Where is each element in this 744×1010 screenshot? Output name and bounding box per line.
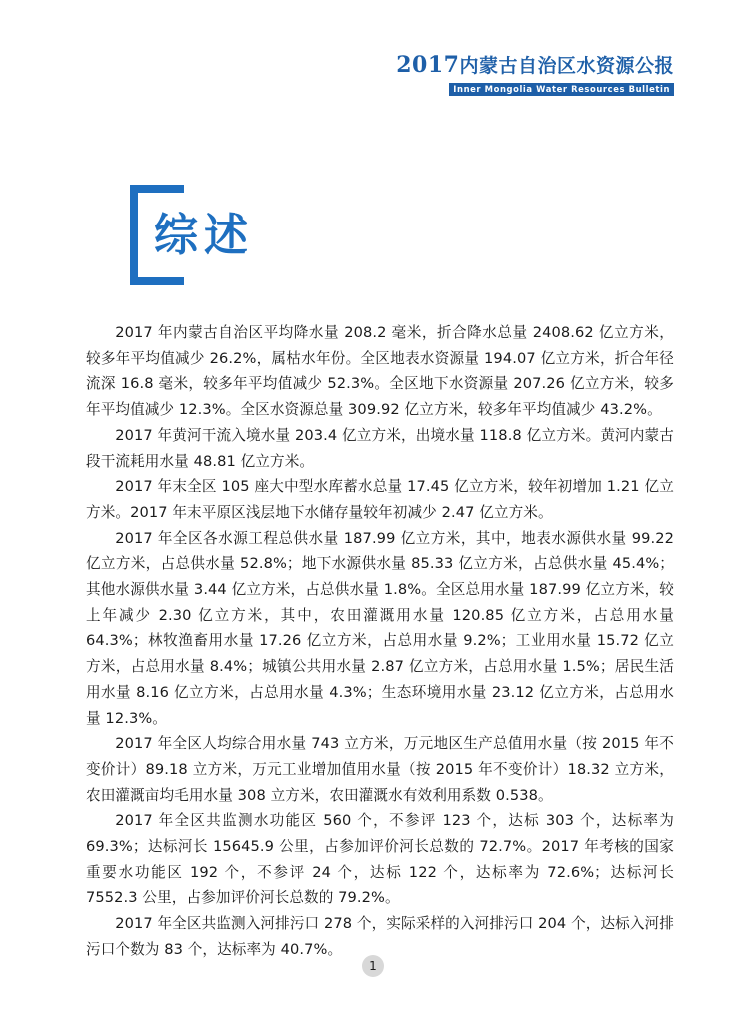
paragraph: 2017 年全区共监测入河排污口 278 个，实际采样的入河排污口 204 个，达标入河排污口个数为 83 个，达标率为 40.7%。 [86, 915, 674, 958]
page-header [396, 54, 674, 96]
paragraph: 2017 年末全区 105 座大中型水库蓄水总量 17.45 亿立方米，较年初增加 1.21 亿立方米。2017 年末平原区浅层地下水储存量较年初减少 2.47 亿立方米。 [86, 478, 674, 521]
body-text [86, 320, 674, 963]
paragraph: 2017 年全区共监测水功能区 560 个，不参评 123 个，达标 303 个，达标率为 69.3%；达标河长 15645.9 公里，占参加评价河长总数的 72.7%。2017 年考核的国家重要水功能区 192 个，不参评 24 个，达标 122 个，达标率为 72.6%；达标河长 7552.3 公里，占参加评价河长总数的 79.2%。 [86, 812, 674, 907]
page-number: 1 [362, 955, 384, 977]
bulletin-subtitle: Inner Mongolia Water Resources Bulletin [449, 83, 674, 96]
paragraph: 2017 年内蒙古自治区平均降水量 208.2 毫米，折合降水总量 2408.62 亿立方米，较多年平均值减少 26.2%，属枯水年份。全区地表水资源量 194.07 亿立方米，折合年径流深 16.8 毫米，较多年平均值减少 52.3%。全区地下水资源量 207.26 亿立方米，较多年平均值减少 12.3%。全区水资源总量 309.92 亿立方米，较多年平均值减少 43.2%。 [86, 324, 674, 419]
paragraph: 2017 年全区各水源工程总供水量 187.99 亿立方米，其中，地表水源供水量 99.22 亿立方米，占总供水量 52.8%；地下水源供水量 85.33 亿立方米，占总供水量 45.4%；其他水源供水量 3.44 亿立方米，占总供水量 1.8%。全区总用水量 187.99 亿立方米，较上年减少 2.30 亿立方米，其中，农田灌溉用水量 120.85 亿立方米，占总用水量 64.3%；林牧渔畜用水量 17.26 亿立方米，占总用水量 9.2%；工业用水量 15.72 亿立方米，占总用水量 8.4%；城镇公共用水量 2.87 亿立方米，占总用水量 1.5%；居民生活用水量 8.16 亿立方米，占总用水量 4.3%；生态环境用水量 23.12 亿立方米，占总用水量 12.3%。 [86, 529, 674, 727]
paragraph: 2017 年黄河干流入境水量 203.4 亿立方米，出境水量 118.8 亿立方米。黄河内蒙古段干流耗用水量 48.81 亿立方米。 [86, 426, 674, 470]
bulletin-year: 2017 [396, 52, 460, 78]
paragraph: 2017 年全区人均综合用水量 743 立方米，万元地区生产总值用水量（按 2015 年不变价计）89.18 立方米，万元工业增加值用水量（按 2015 年不变价计）18.32 立方米，农田灌溉亩均毛用水量 308 立方米，农田灌溉水有效利用系数 0.538。 [86, 735, 674, 804]
bulletin-title [396, 54, 674, 77]
bulletin-name: 内蒙古自治区水资源公报 [459, 55, 674, 77]
section-title: 综述 [154, 210, 254, 261]
